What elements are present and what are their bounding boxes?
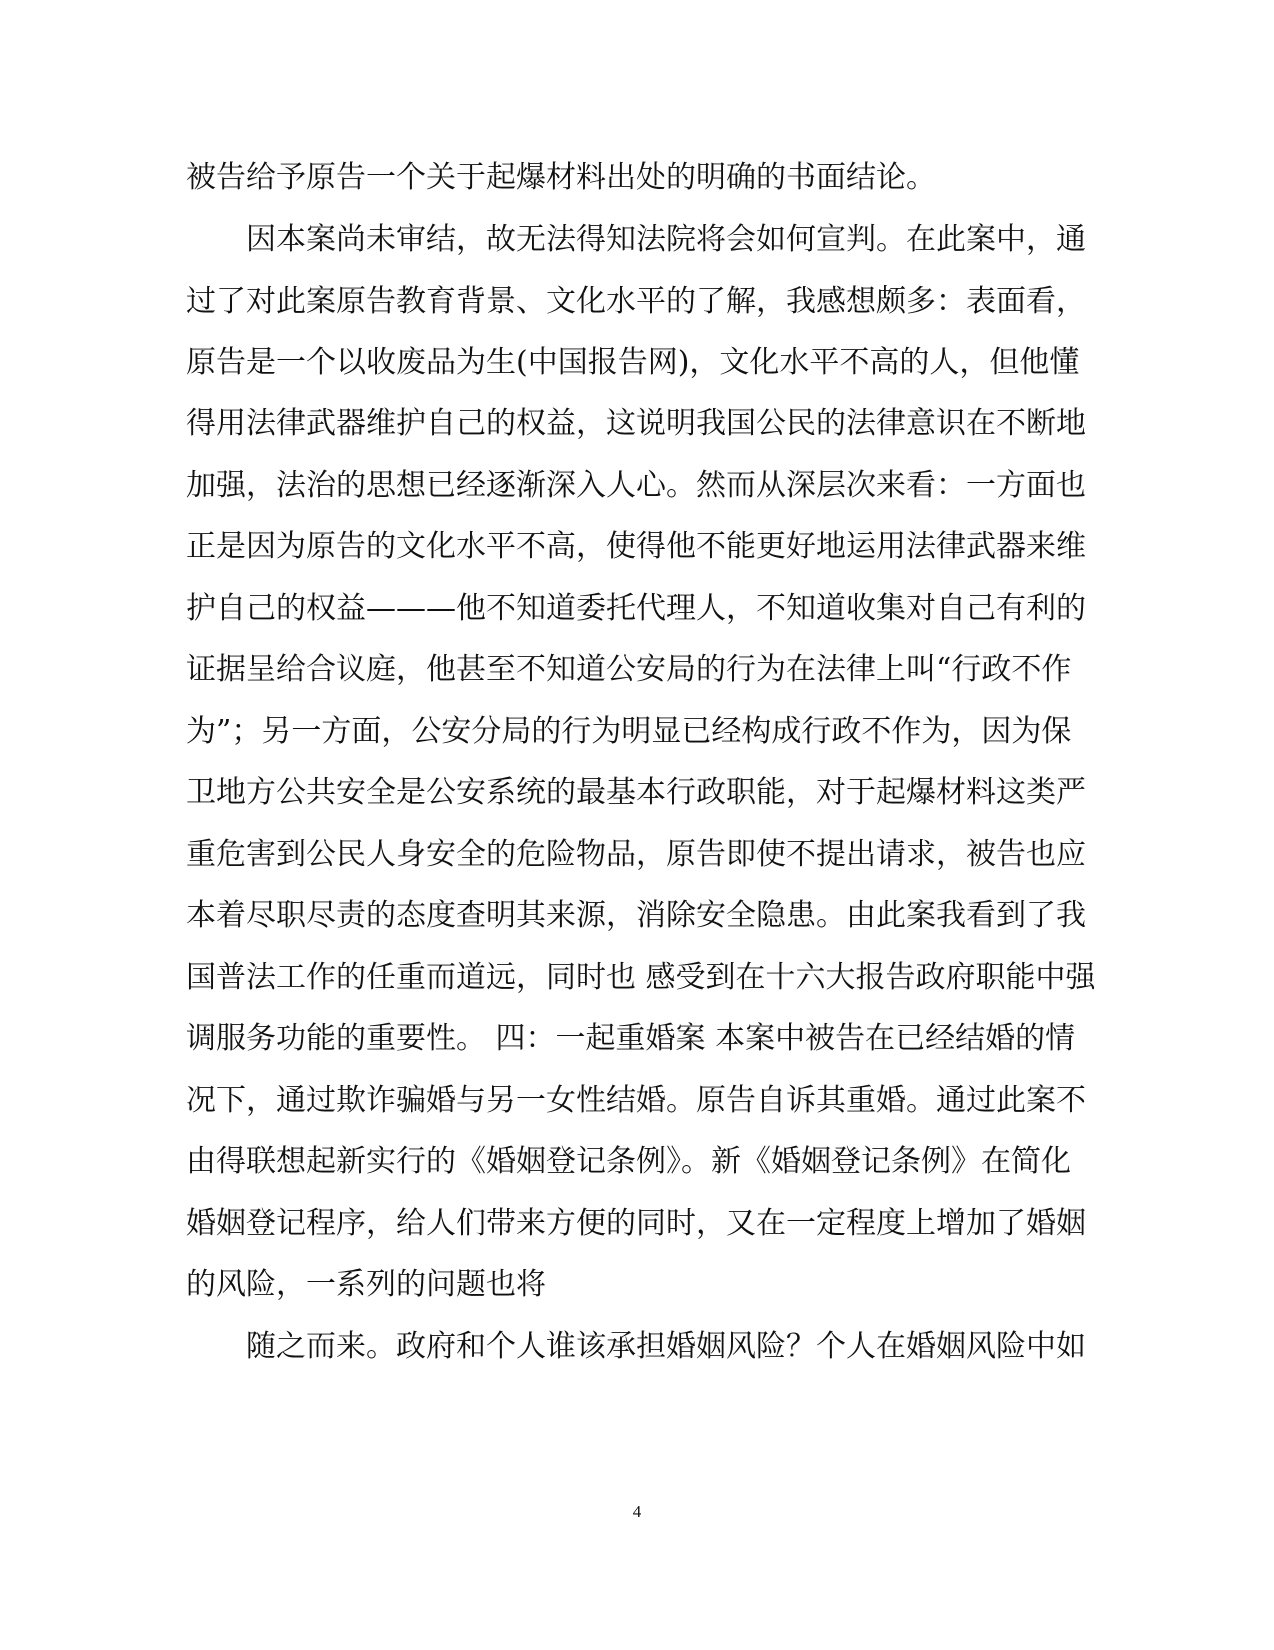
text-line: 被告给予原告一个关于起爆材料出处的明确的书面结论。 <box>186 160 936 195</box>
text-line: 的风险，一系列的问题也将 <box>186 1267 546 1302</box>
text-line: 国普法工作的任重而道远，同时也 感受到在十六大报告政府职能中强 <box>186 960 1096 995</box>
text-line: 证据呈给合议庭，他甚至不知道公安局的行为在法律上叫“行政不作 <box>186 652 1072 687</box>
text-line: 得用法律武器维护自己的权益，这说明我国公民的法律意识在不断地 <box>186 406 1086 441</box>
text-line: 卫地方公共安全是公安系统的最基本行政职能，对于起爆材料这类严 <box>186 775 1086 810</box>
text-line: 为”；另一方面，公安分局的行为明显已经构成行政不作为，因为保 <box>186 714 1072 749</box>
text-line: 护自己的权益———他不知道委托代理人，不知道收集对自己有利的 <box>186 591 1086 626</box>
text-line: 原告是一个以收废品为生(中国报告网)，文化水平不高的人，但他懂 <box>186 345 1080 380</box>
text-line: 由得联想起新实行的《婚姻登记条例》。新《婚姻登记条例》在简化 <box>186 1144 1071 1179</box>
text-line: 本着尽职尽责的态度查明其来源，消除安全隐患。由此案我看到了我 <box>186 898 1086 933</box>
text-line: 重危害到公民人身安全的危险物品，原告即使不提出请求，被告也应 <box>186 837 1086 872</box>
page-number: 4 <box>632 1502 642 1521</box>
text-line: 婚姻登记程序，给人们带来方便的同时，又在一定程度上增加了婚姻 <box>186 1206 1086 1241</box>
text-line: 过了对此案原告教育背景、文化水平的了解，我感想颇多：表面看， <box>186 284 1086 319</box>
text-line: 因本案尚未审结，故无法得知法院将会如何宣判。在此案中，通 <box>246 222 1086 257</box>
text-line: 况下，通过欺诈骗婚与另一女性结婚。原告自诉其重婚。通过此案不 <box>186 1083 1086 1118</box>
text-line: 随之而来。政府和个人谁该承担婚姻风险？个人在婚姻风险中如 <box>246 1329 1086 1364</box>
text-line: 加强，法治的思想已经逐渐深入人心。然而从深层次来看：一方面也 <box>186 468 1086 503</box>
text-line: 调服务功能的重要性。 四：一起重婚案 本案中被告在已经结婚的情 <box>186 1021 1076 1056</box>
text-line: 正是因为原告的文化水平不高，使得他不能更好地运用法律武器来维 <box>186 529 1086 564</box>
